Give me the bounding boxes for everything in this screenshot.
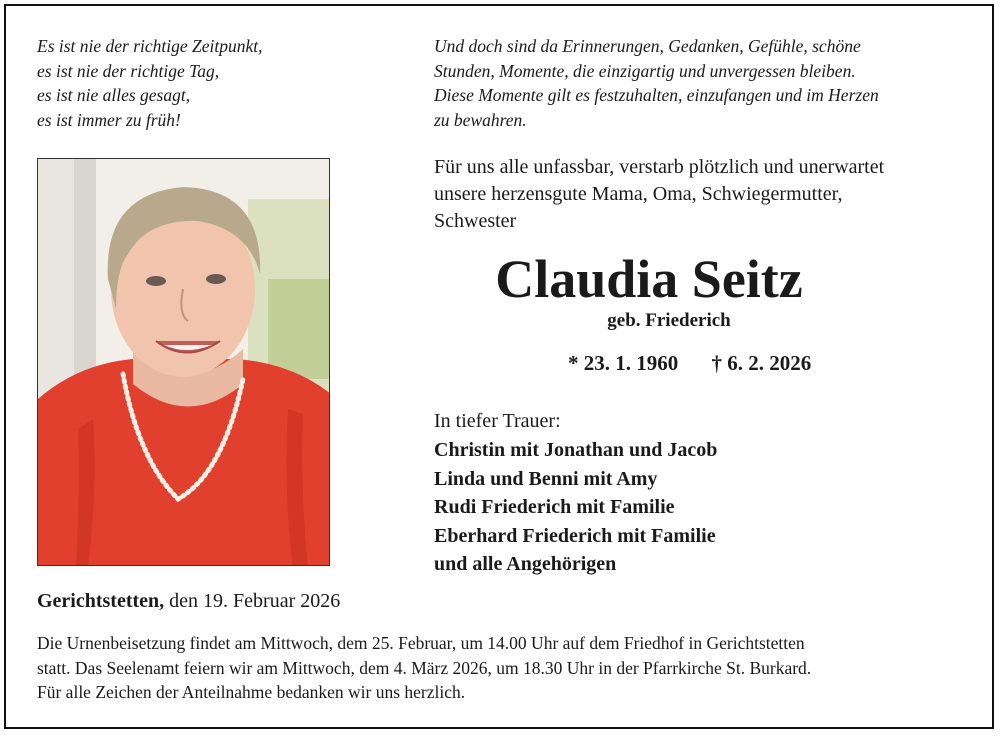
poem-line: Diese Momente gilt es festzuhalten, einzufangen und im Herzen: [434, 85, 879, 105]
place: Gerichtstetten,: [37, 590, 165, 612]
intro-line: Schwester: [434, 210, 517, 232]
poem-line: Es ist nie der richtige Zeitpunkt,: [37, 36, 263, 56]
intro-line: Für uns alle unfassbar, verstarb plötzlich und unerwartet: [434, 156, 885, 178]
notice-line: Für alle Zeichen der Anteilnahme bedanken wir uns herzlich.: [37, 682, 466, 702]
deceased-name: Claudia Seitz: [495, 249, 803, 309]
funeral-notice: [37, 631, 811, 705]
notice-line: Die Urnenbeisetzung findet am Mittwoch, dem 25. Februar, um 14.00 Uhr auf dem Friedhof in Gerichtstetten: [37, 633, 805, 653]
maiden-name: geb. Friederich: [607, 310, 731, 331]
poem-line: Stunden, Momente, die einzigartig und unvergessen bleiben.: [434, 60, 856, 81]
poem-line: Und doch sind da Erinnerungen, Gedanken, Gefühle, schöne: [434, 36, 861, 56]
mourner: Eberhard Friederich mit Familie: [434, 524, 716, 547]
mourner: Linda und Benni mit Amy: [434, 467, 658, 490]
poem-left: [37, 34, 263, 132]
death-announcement-intro: [434, 154, 884, 235]
poem-line: es ist nie alles gesagt,: [37, 85, 191, 105]
mourners-list: [434, 436, 717, 579]
place-and-date: [37, 590, 340, 613]
poem-line: es ist immer zu früh!: [37, 109, 181, 130]
mourner: und alle Angehörigen: [434, 553, 617, 575]
intro-line: unsere herzensgute Mama, Oma, Schwiegermutter,: [434, 183, 843, 205]
mourner: Christin mit Jonathan und Jacob: [434, 439, 718, 461]
birth-date: * 23. 1. 1960: [568, 351, 679, 375]
life-dates: [568, 351, 811, 376]
date: den 19. Februar 2026: [164, 590, 341, 612]
poem-right: [434, 34, 879, 132]
poem-line: es ist nie der richtige Tag,: [37, 60, 220, 81]
portrait-photo: [37, 158, 330, 566]
notice-line: statt. Das Seelenamt feiern wir am Mittwoch, dem 4. März 2026, um 18.30 Uhr in der Pfarrkirche St. Burkard.: [37, 657, 812, 678]
mourner: Rudi Friederich mit Familie: [434, 496, 675, 518]
poem-line: zu bewahren.: [434, 109, 527, 130]
mourners-heading: In tiefer Trauer:: [434, 410, 561, 432]
death-date: † 6. 2. 2026: [711, 351, 812, 375]
